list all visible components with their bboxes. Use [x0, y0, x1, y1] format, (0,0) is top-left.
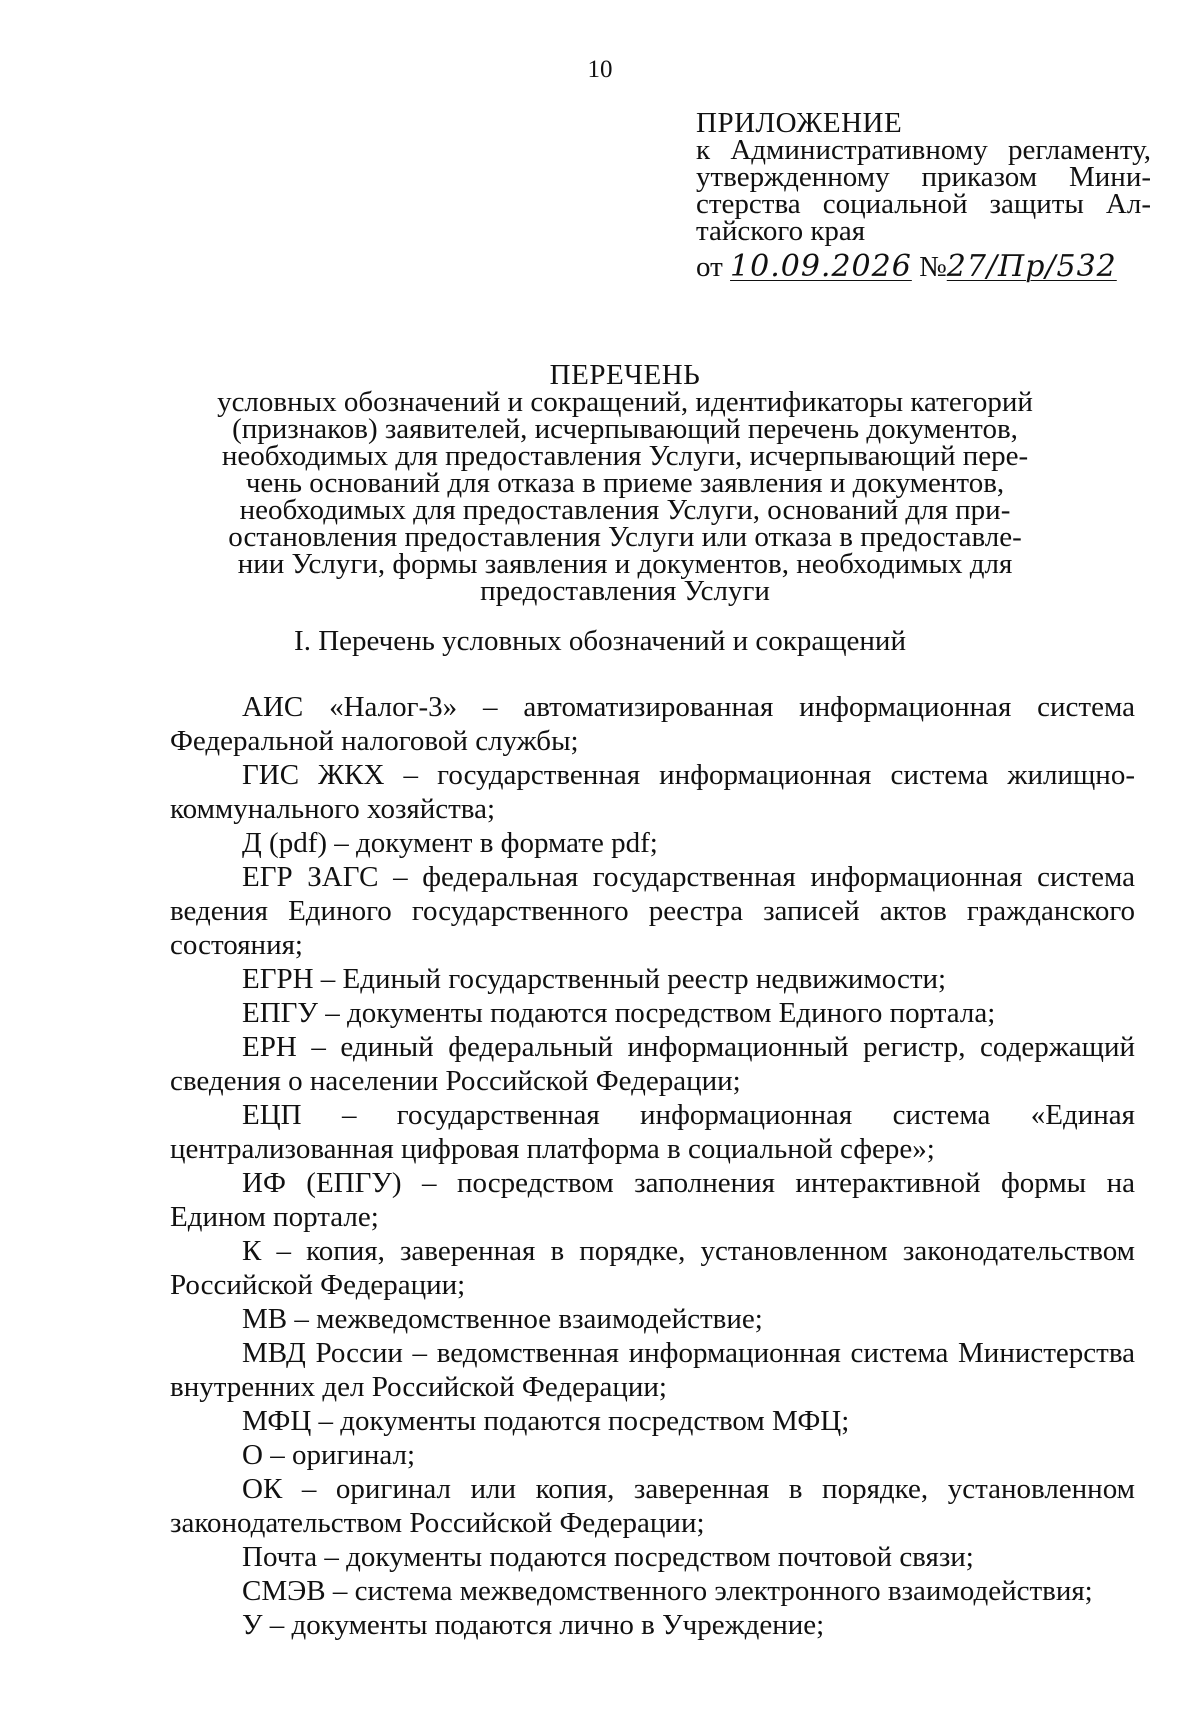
heading-line: предоставления Услуги: [480, 575, 770, 607]
number-prefix: №: [919, 251, 947, 283]
approval-line: [696, 249, 1151, 284]
definition-item: ОК – оригинал или копия, заверенная в порядке, установленном законодательством Российской Федерации;: [170, 1473, 1135, 1539]
heading-line: необходимых для предоставления Услуги, исчерпывающий пере-: [221, 440, 1029, 472]
definition-item: ГИС ЖКХ – государственная информационная система жилищно-коммунального хозяйства;: [170, 759, 1135, 825]
heading-title: ПЕРЕЧЕНЬ: [549, 359, 701, 391]
date-prefix: от: [696, 251, 723, 283]
appendix-line: тайского края: [696, 215, 866, 247]
heading-line: остановления предоставления Услуги или отказа в предоставле-: [228, 521, 1022, 553]
section-title: I. Перечень условных обозначений и сокращений: [294, 625, 906, 657]
appendix-title: ПРИЛОЖЕНИЕ: [696, 107, 903, 139]
definition-item: ИФ (ЕПГУ) – посредством заполнения интерактивной формы на Едином портале;: [170, 1167, 1135, 1233]
heading-line: необходимых для предоставления Услуги, оснований для при-: [239, 494, 1011, 526]
definition-item: ЕЦП – государственная информационная система «Единая централизованная цифровая платформа в социальной сфере»;: [170, 1099, 1135, 1165]
appendix-line: утвержденному приказом Мини-: [696, 161, 1151, 193]
appendix-line: стерства социальной защиты Ал-: [696, 188, 1151, 220]
definition-item: ЕГР ЗАГС – федеральная государственная информационная система ведения Единого государственного реестра записей актов гражданского состояния;: [170, 861, 1135, 961]
definition-item: СМЭВ – система межведомственного электронного взаимодействия;: [242, 1575, 1093, 1607]
definition-item: К – копия, заверенная в порядке, установленном законодательством Российской Федерации;: [170, 1235, 1135, 1301]
definition-item: МФЦ – документы подаются посредством МФЦ;: [242, 1405, 850, 1437]
definition-item: Д (pdf) – документ в формате pdf;: [242, 827, 658, 859]
handwritten-date: 10.09.2026: [730, 249, 912, 284]
definition-item: АИС «Налог-3» – автоматизированная информационная система Федеральной налоговой службы;: [170, 691, 1135, 757]
definition-item: МВ – межведомственное взаимодействие;: [242, 1303, 763, 1335]
definitions-list: [170, 690, 1135, 1642]
heading-line: чень оснований для отказа в приеме заявления и документов,: [245, 467, 1005, 499]
definition-item: ЕРН – единый федеральный информационный регистр, содержащий сведения о населении Российской Федерации;: [170, 1031, 1135, 1097]
definition-item: ЕПГУ – документы подаются посредством Единого портала;: [242, 997, 996, 1029]
appendix-block: [696, 107, 1151, 284]
appendix-line: к Административному регламенту,: [696, 134, 1151, 166]
definition-item: Почта – документы подаются посредством почтовой связи;: [242, 1541, 974, 1573]
definition-item: ЕГРН – Единый государственный реестр недвижимости;: [242, 963, 947, 995]
heading-line: условных обозначений и сокращений, идентификаторы категорий: [217, 386, 1033, 418]
definition-item: МВД России – ведомственная информационная система Министерства внутренних дел Российской Федерации;: [170, 1337, 1135, 1403]
definition-item: О – оригинал;: [242, 1439, 416, 1471]
heading-line: нии Услуги, формы заявления и документов, необходимых для: [237, 548, 1013, 580]
definition-item: У – документы подаются лично в Учреждение;: [242, 1609, 825, 1641]
heading-line: (признаков) заявителей, исчерпывающий перечень документов,: [232, 413, 1018, 445]
document-heading: [180, 359, 1070, 607]
handwritten-number: 27/Пр/532: [946, 249, 1117, 284]
page-number: 10: [587, 56, 613, 83]
